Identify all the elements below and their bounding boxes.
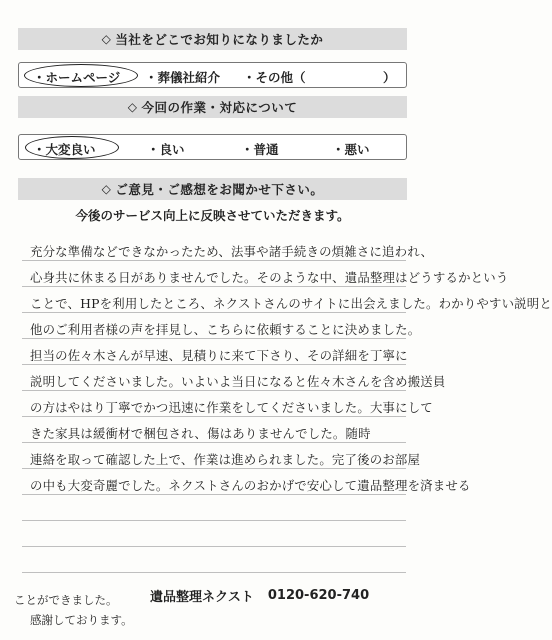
rule-line (22, 286, 406, 287)
comment-line: ことができました。 (14, 593, 118, 607)
comment-line: 他のご利用者様の声を拝見し、こちらに依頼することに決めました。 (30, 322, 421, 337)
comment-line: 心身共に休まる日がありませんでした。そのような中、遺品整理はどうするかという (30, 270, 509, 285)
comment-line: ことで、HPを利用したところ、ネクストさんのサイトに出会えました。わかりやすい説明と (30, 296, 552, 311)
diamond-icon: ◇ (127, 100, 138, 114)
source-option-funeral[interactable]: ・葬儀社紹介 (145, 70, 221, 85)
comment-line: 感謝しております。 (30, 613, 133, 627)
company-footer (150, 586, 410, 604)
opinion-subheading: 今後のサービス向上に反映させていただきます。 (75, 208, 350, 223)
rating-options-row (18, 134, 407, 160)
diamond-icon: ◇ (101, 182, 112, 196)
work-section-heading (18, 96, 407, 118)
rule-line (22, 364, 406, 365)
rule-line (22, 312, 406, 313)
comment-line: の中も大変奇麗でした。ネクストさんのおかげで安心して遺品整理を済ませる (30, 478, 471, 493)
rating-option-good[interactable]: ・良い (147, 142, 185, 157)
comment-line: 説明してくださいました。いよいよ当日になると佐々木さんを含め搬送員 (30, 374, 446, 389)
comment-line: きた家具は緩衝材で梱包され、傷はありませんでした。随時 (30, 426, 371, 441)
source-options-row (18, 62, 407, 88)
source-heading-text: 当社をどこでお知りになりましたか (115, 32, 324, 47)
rule-line (22, 572, 406, 573)
source-option-homepage[interactable]: ・ホームページ (33, 70, 121, 85)
rule-line (22, 546, 406, 547)
rule-line (22, 468, 406, 469)
rule-line (22, 260, 406, 261)
rule-line (22, 520, 406, 521)
work-heading-text: 今回の作業・対応について (141, 100, 298, 115)
opinion-heading-text: ご意見・ご感想をお聞かせ下さい。 (115, 182, 324, 197)
rating-option-bad[interactable]: ・悪い (332, 142, 370, 157)
comment-line: 担当の佐々木さんが早速、見積りに来て下さり、その詳細を丁寧に (30, 348, 408, 363)
company-name: 遺品整理ネクスト (150, 589, 254, 605)
rating-option-average[interactable]: ・普通 (241, 142, 279, 157)
source-section-heading (18, 28, 407, 50)
comment-line: 連絡を取って確認した上で、作業は進められました。完了後のお部屋 (30, 452, 421, 467)
rule-line (22, 416, 406, 417)
comment-line: の方はやはり丁寧でかつ迅速に作業をしてくださいました。大事にして (30, 400, 433, 415)
source-option-other[interactable]: ・その他（ (243, 70, 306, 85)
rule-line (22, 494, 406, 495)
rule-line (22, 338, 406, 339)
diamond-icon: ◇ (101, 32, 112, 46)
rating-option-excellent[interactable]: ・大変良い (33, 142, 96, 157)
comment-line: 充分な準備などできなかったため、法事や諸手続きの煩雑さに追われ、 (30, 244, 434, 259)
phone-number[interactable]: 0120-620-740 (267, 587, 370, 603)
source-option-other-close: ） (383, 70, 396, 85)
opinion-section-heading (18, 178, 407, 200)
rule-line (22, 442, 406, 443)
rule-line (22, 390, 406, 391)
